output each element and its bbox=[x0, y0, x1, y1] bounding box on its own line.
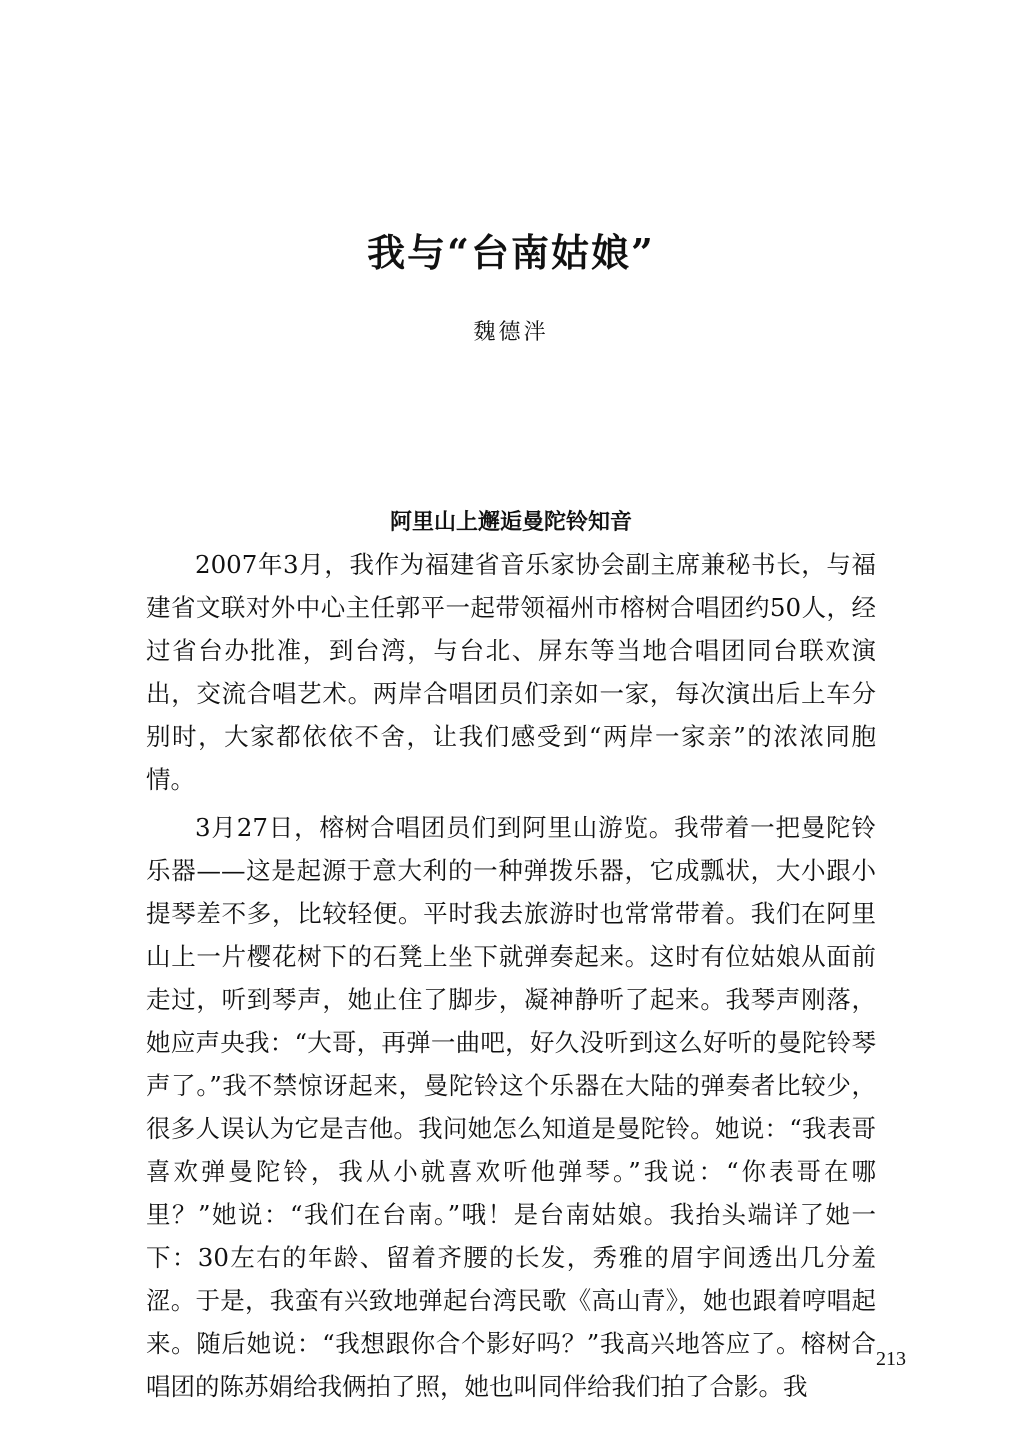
section-heading: 阿里山上邂逅曼陀铃知音 bbox=[389, 510, 632, 535]
paragraph: 2007年3月，我作为福建省音乐家协会副主席兼秘书长，与福建省文联对外中心主任郭平一起带领福州市榕树合唱团约50人，经过省台办批准，到台湾，与台北、屏东等当地合唱团同台联欢演出，交流合唱艺术。两岸合唱团员们亲如一家，每次演出后上车分别时，大家都依依不舍，让我们感受到“两岸一家亲”的浓浓同胞情。 bbox=[146, 550, 876, 794]
paragraph: 3月27日，榕树合唱团员们到阿里山游览。我带着一把曼陀铃乐器——这是起源于意大利的一种弹拨乐器，它成瓢状，大小跟小提琴差不多，比较轻便。平时我去旅游时也常常带着。我们在阿里山上一片樱花树下的石凳上坐下就弹奏起来。这时有位姑娘从面前走过，听到琴声，她止住了脚步，凝神静听了起来。我琴声刚落，她应声央我：“大哥，再弹一曲吧，好久没听到这么好听的曼陀铃琴声了。”我不禁惊讶起来，曼陀铃这个乐器在大陆的弹奏者比较少，很多人误认为它是吉他。我问她怎么知道是曼陀铃。她说：“我表哥喜欢弹曼陀铃，我从小就喜欢听他弹琴。”我说：“你表哥在哪里？”她说：“我们在台南。”哦！是台南姑娘。我抬头端详了她一下：30左右的年龄、留着齐腰的长发，秀雅的眉宇间透出几分羞涩。于是，我蛮有兴致地弹起台湾民歌《高山青》，她也跟着哼唱起来。随后她说：“我想跟你合个影好吗？”我高兴地答应了。榕树合唱团的陈苏娟给我俩拍了照，她也叫同伴给我们拍了合影。我 bbox=[146, 813, 876, 1401]
author-name: 魏德泮 bbox=[473, 320, 549, 345]
article-body bbox=[146, 543, 876, 1408]
page-number: 213 bbox=[876, 1348, 906, 1370]
article-title: 我与“台南姑娘” bbox=[367, 230, 655, 275]
